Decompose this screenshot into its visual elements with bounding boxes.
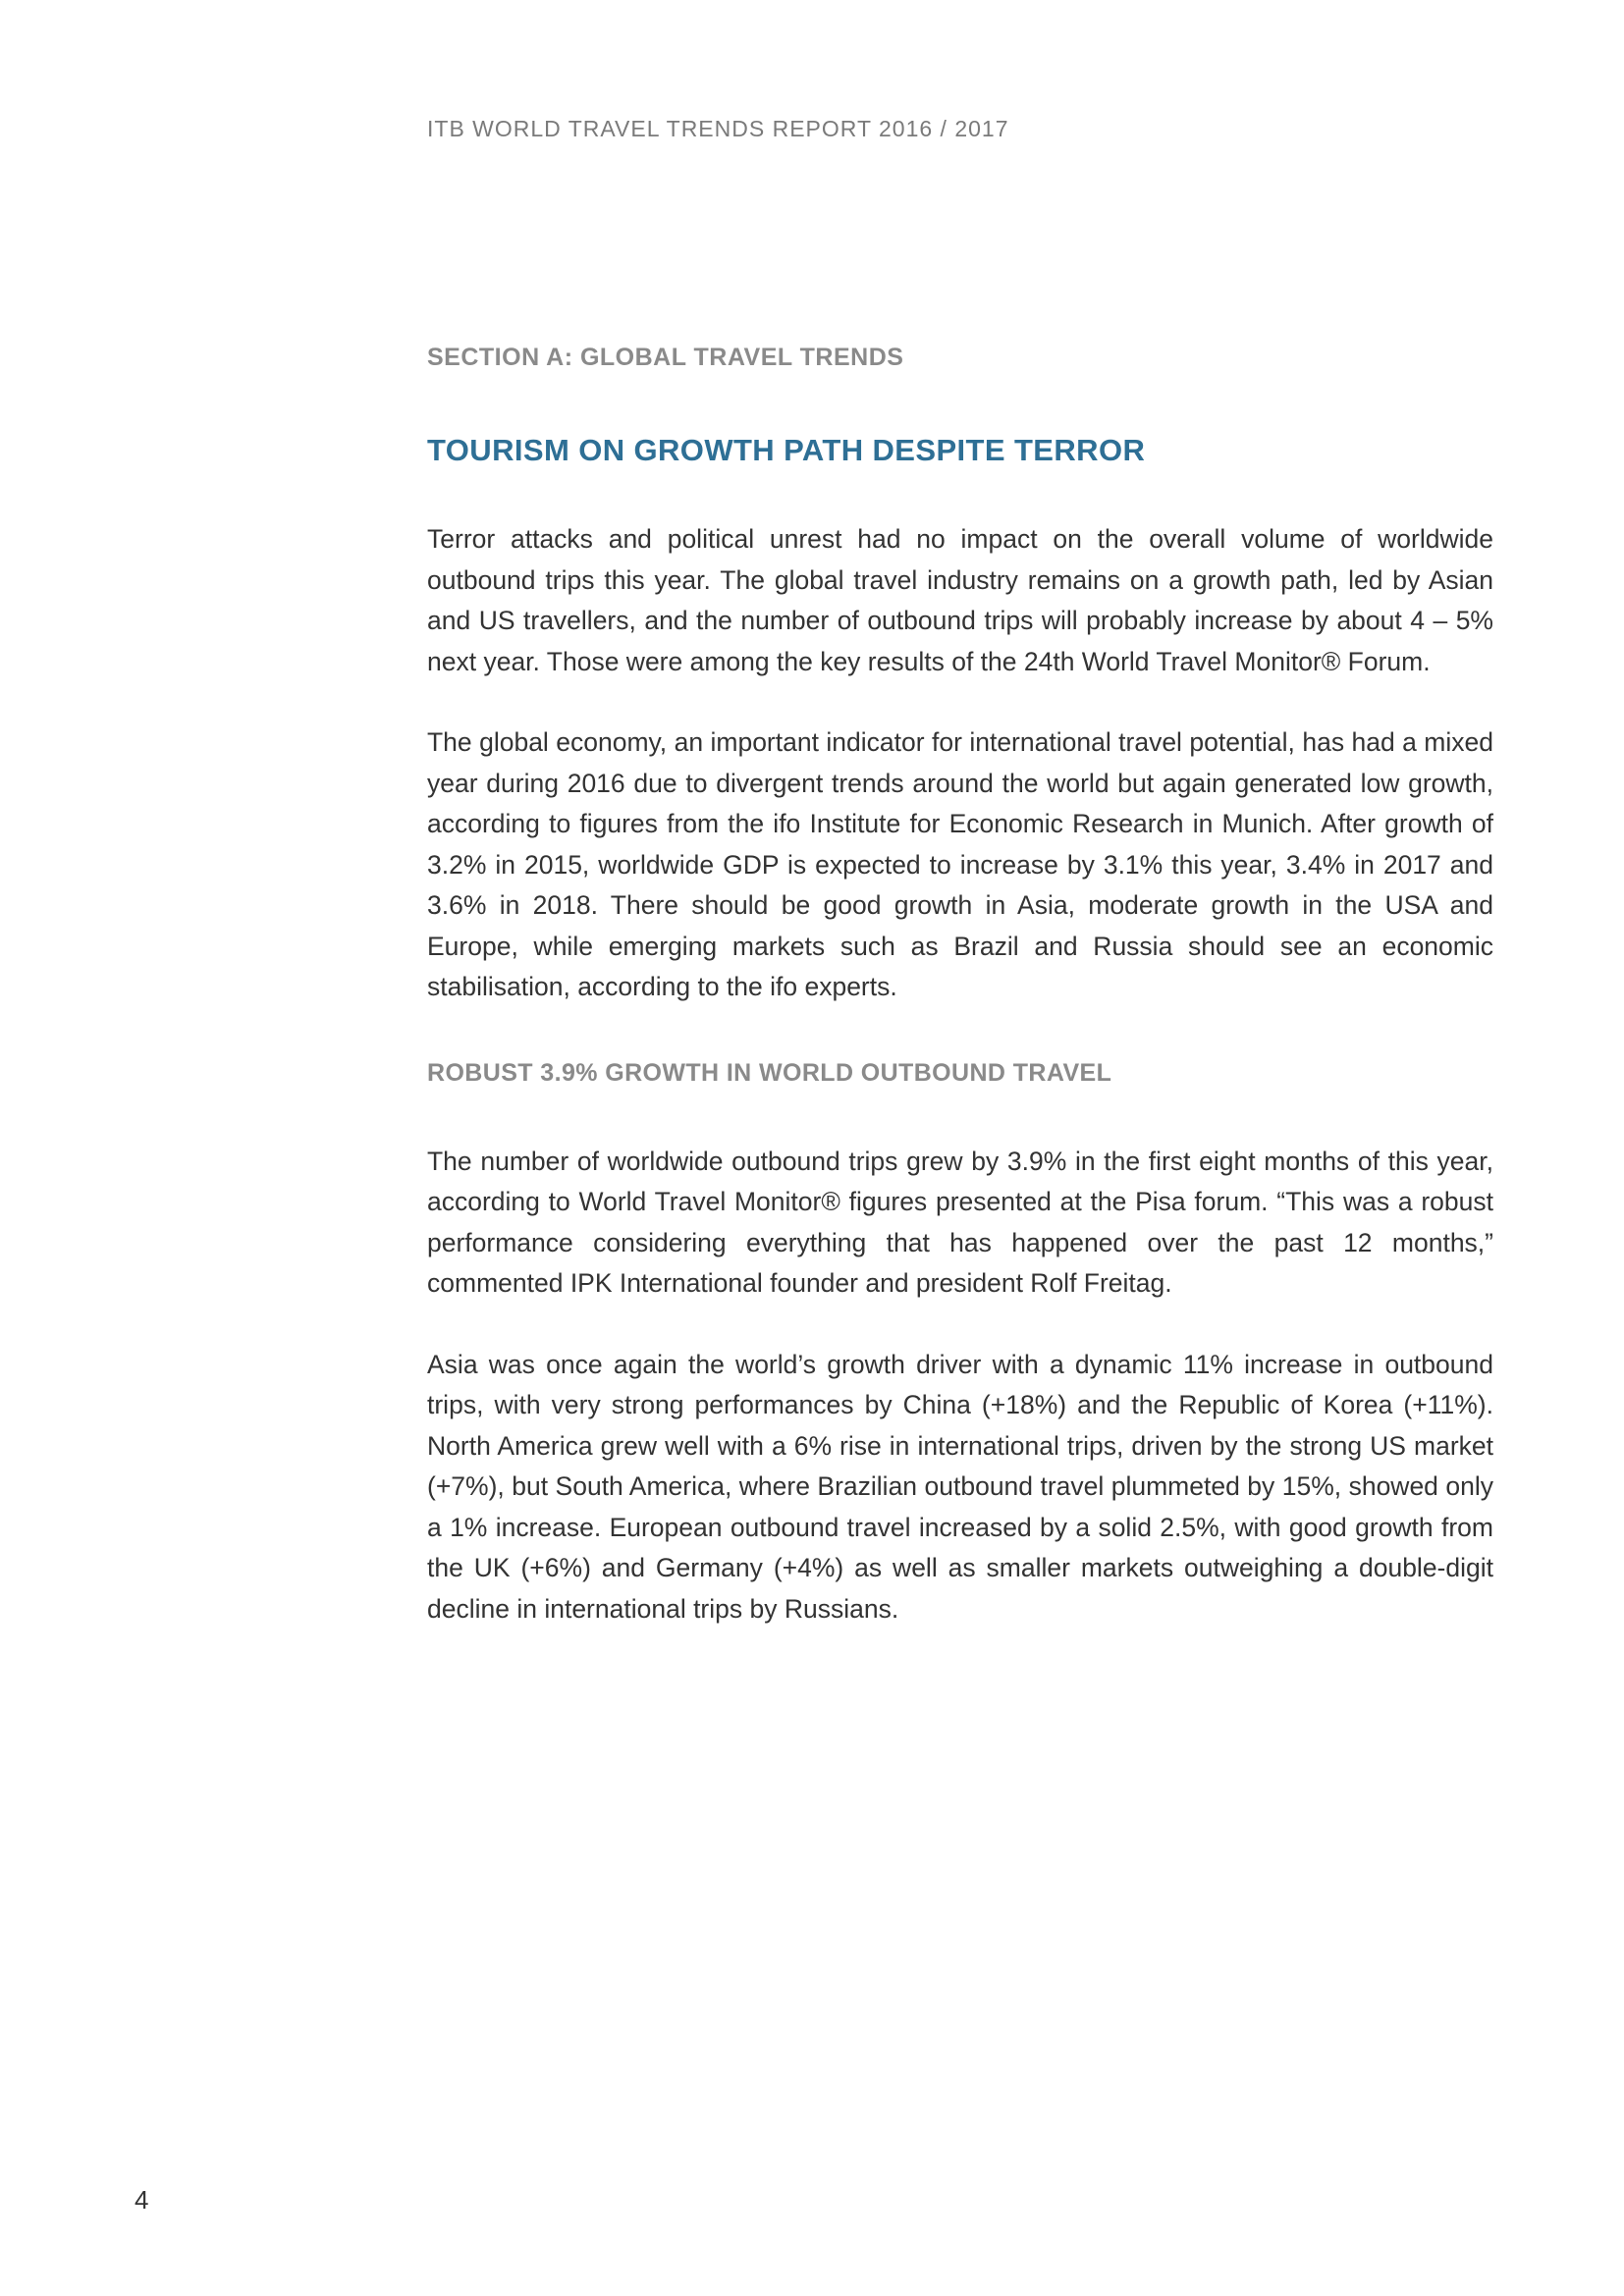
page-title: TOURISM ON GROWTH PATH DESPITE TERROR: [427, 433, 1146, 467]
article: [427, 344, 1493, 1629]
subheading: ROBUST 3.9% GROWTH IN WORLD OUTBOUND TRAVEL: [427, 1058, 1112, 1087]
paragraph-intro: Terror attacks and political unrest had no impact on the overall volume of worldwide outbound trips this year. The global travel industry remains on a growth path, led by Asian and US travellers, and the number of outbound trips will probably increase by about 4 – 5% next year. Those were among the key results of the 24th World Travel Monitor® Forum.: [427, 524, 1493, 676]
page-number: 4: [135, 2185, 149, 2215]
section-label: SECTION A: GLOBAL TRAVEL TRENDS: [427, 344, 904, 371]
paragraph-economy: The global economy, an important indicator for international travel potential, has had a mixed year during 2016 due to divergent trends around the world but again generated low growth, according to figures from the ifo Institute for Economic Research in Munich. After growth of 3.2% in 2015, worldwide GDP is expected to increase by 3.1% this year, 3.4% in 2017 and 3.6% in 2018. There should be good growth in Asia, moderate growth in the USA and Europe, while emerging markets such as Brazil and Russia should see an economic stabilisation, according to the ifo experts.: [427, 727, 1493, 1001]
paragraph-outbound-growth: The number of worldwide outbound trips grew by 3.9% in the first eight months of this year, according to World Travel Monitor® figures presented at the Pisa forum. “This was a robust performance considering everything that has happened over the past 12 months,” commented IPK International founder and president Rolf Freitag.: [427, 1146, 1493, 1298]
paragraph-regional-growth: Asia was once again the world’s growth driver with a dynamic 11% increase in outbound trips, with very strong performances by China (+18%) and the Republic of Korea (+11%). North America grew well with a 6% rise in international trips, driven by the strong US market (+7%), but South America, where Brazilian outbound travel plummeted by 15%, showed only a 1% increase. European outbound travel increased by a solid 2.5%, with good growth from the UK (+6%) and Germany (+4%) as well as smaller markets outweighing a double-digit decline in international trips by Russians.: [427, 1349, 1493, 1624]
running-header: ITB WORLD TRAVEL TRENDS REPORT 2016 / 2017: [427, 116, 1009, 141]
